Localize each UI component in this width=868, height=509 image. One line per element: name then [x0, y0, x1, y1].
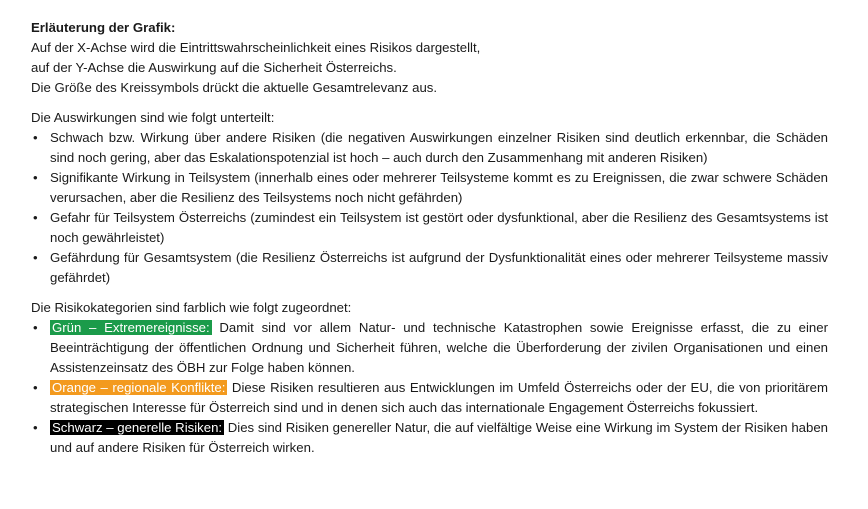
category-text: Dies sind Risiken genereller Natur, die auf vielfältige Weise eine Wirkung im System der Risiken haben und auf andere Risiken für Österreich wirken.	[50, 420, 828, 455]
list-item	[31, 378, 828, 418]
list-item	[31, 128, 828, 168]
intro-line-2: auf der Y-Achse die Auswirkung auf die Sicherheit Österreichs.	[31, 60, 397, 75]
categories-section	[31, 298, 828, 458]
bullet-icon: •	[33, 170, 38, 185]
category-text: Diese Risiken resultieren aus Entwicklungen im Umfeld Österreichs oder der EU, die von prioritärem strategischen Interesse für Österreich sind und in denen sich auch das internationale Engagement Österreichs fokussiert.	[50, 380, 828, 415]
bullet-icon: •	[33, 420, 38, 435]
categories-title: Die Risikokategorien sind farblich wie folgt zugeordnet:	[31, 300, 352, 315]
list-item	[31, 248, 828, 288]
bullet-icon: •	[33, 320, 38, 335]
impacts-title: Die Auswirkungen sind wie folgt unterteilt:	[31, 110, 275, 125]
bullet-icon: •	[33, 130, 38, 145]
intro-line-1: Auf der X-Achse wird die Eintrittswahrscheinlichkeit eines Risikos dargestellt,	[31, 40, 481, 55]
bullet-icon: •	[33, 210, 38, 225]
list-item	[31, 318, 828, 378]
list-item	[31, 418, 828, 458]
impacts-section	[31, 108, 828, 288]
bullet-icon: •	[33, 250, 38, 265]
category-label-black: Schwarz – generelle Risiken:	[52, 420, 223, 435]
impacts-list	[31, 128, 828, 288]
categories-list	[31, 318, 828, 458]
intro-line-3: Die Größe des Kreissymbols drückt die aktuelle Gesamtrelevanz aus.	[31, 80, 438, 95]
category-text: Damit sind vor allem Natur- und technische Katastrophen sowie Ereignisse erfasst, die zu einer Beeinträchtigung der öffentlichen Ordnung und Sicherheit führen, welche die Überforderung der zivilen Organisationen und einen Assistenzeinsatz des ÖBH zur Folge haben können.	[50, 320, 828, 375]
impact-text: Gefährdung für Gesamtsystem (die Resilienz Österreichs ist aufgrund der Dysfunktionalität eines oder mehrerer Teilsysteme massiv gefährdet)	[50, 250, 828, 285]
impact-text: Gefahr für Teilsystem Österreichs (zumindest ein Teilsystem ist gestört oder dysfunktional, aber die Resilienz des Gesamtsystems ist noch gewährleistet)	[50, 210, 828, 245]
page-heading: Erläuterung der Grafik:	[31, 20, 176, 35]
category-label-orange: Orange – regionale Konflikte:	[52, 380, 226, 395]
category-label-green: Grün – Extremereignisse:	[52, 320, 210, 335]
intro-block	[31, 38, 828, 98]
list-item	[31, 168, 828, 208]
list-item	[31, 208, 828, 248]
impact-text: Schwach bzw. Wirkung über andere Risiken (die negativen Auswirkungen einzelner Risiken sind deutlich erkennbar, die Schäden sind noch gering, aber das Eskalationspotenzial ist hoch – auch durch den Zusammenhang mit anderen Risiken)	[50, 130, 828, 165]
bullet-icon: •	[33, 380, 38, 395]
impact-text: Signifikante Wirkung in Teilsystem (innerhalb eines oder mehrerer Teilsysteme kommt es zu Ereignissen, die zwar schwere Schäden verursachen, aber die Resilienz des Teilsystems noch nicht gefährden)	[50, 170, 828, 205]
